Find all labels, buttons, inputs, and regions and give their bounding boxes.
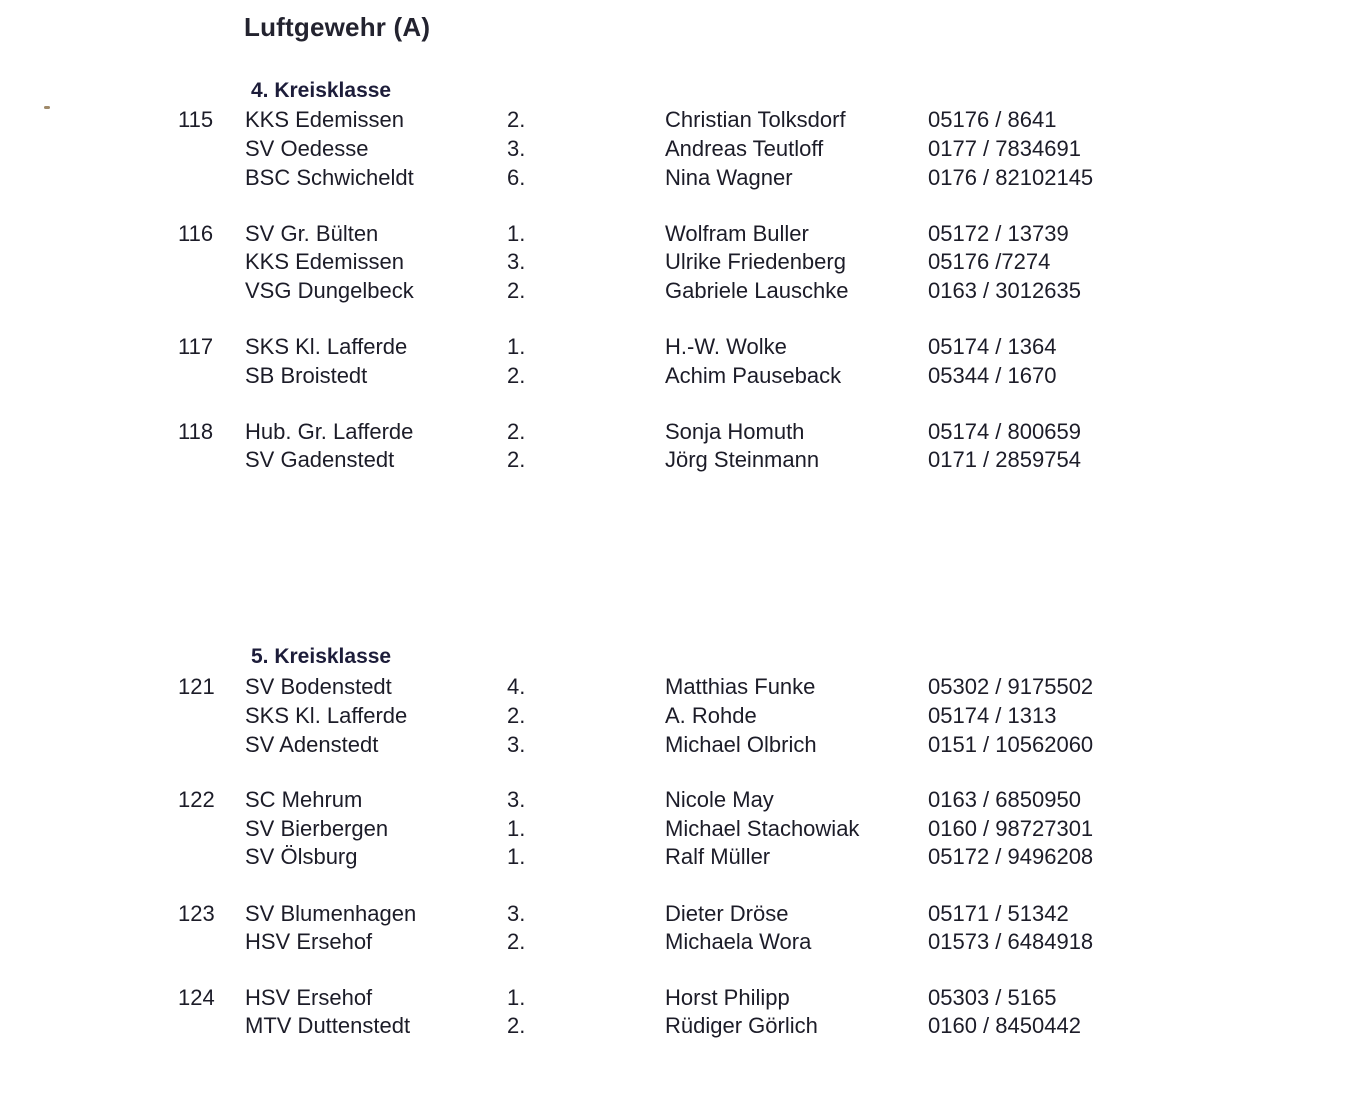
phone-number: 0160 / 8450442	[928, 1013, 1081, 1038]
club-name: SKS Kl. Lafferde	[245, 334, 408, 359]
rank: 4.	[507, 674, 526, 699]
contact-name: Ralf Müller	[665, 844, 771, 869]
rank: 3.	[507, 732, 526, 757]
table-row	[0, 134, 1354, 163]
group-number: 123	[178, 901, 215, 926]
contact-name: Michael Olbrich	[665, 732, 817, 757]
table-row	[0, 105, 1354, 134]
table-row	[0, 842, 1354, 871]
phone-number: 05172 / 13739	[928, 221, 1069, 246]
contact-name: Wolfram Buller	[665, 221, 809, 246]
page-title: Luftgewehr (A)	[244, 12, 431, 42]
rank: 1.	[507, 985, 526, 1010]
club-name: KKS Edemissen	[245, 107, 404, 132]
rank: 3.	[507, 136, 526, 161]
group-number: 124	[178, 985, 215, 1010]
rank: 3.	[507, 787, 526, 812]
rank: 1.	[507, 334, 526, 359]
club-name: BSC Schwicheldt	[245, 165, 414, 190]
phone-number: 05172 / 9496208	[928, 844, 1094, 869]
contact-name: Nina Wagner	[665, 165, 793, 190]
contact-name: Christian Tolksdorf	[665, 107, 846, 132]
rank: 3.	[507, 901, 526, 926]
club-name: SV Bierbergen	[245, 816, 389, 841]
phone-number: 05344 / 1670	[928, 363, 1057, 388]
contact-name: Ulrike Friedenberg	[665, 249, 846, 274]
club-name: VSG Dungelbeck	[245, 278, 414, 303]
rank: 2.	[507, 278, 526, 303]
table-row	[0, 701, 1354, 730]
club-name: SV Blumenhagen	[245, 901, 417, 926]
rank: 1.	[507, 844, 526, 869]
table-row	[0, 983, 1354, 1012]
club-name: SB Broistedt	[245, 363, 368, 388]
table-row	[0, 276, 1354, 305]
phone-number: 0163 / 6850950	[928, 787, 1081, 812]
phone-number: 05174 / 1313	[928, 703, 1057, 728]
contact-name: Jörg Steinmann	[665, 447, 820, 472]
club-name: SV Bodenstedt	[245, 674, 392, 699]
table-row	[0, 899, 1354, 928]
table-row	[0, 417, 1354, 446]
rank: 2.	[507, 1013, 526, 1038]
group-number: 115	[178, 107, 214, 132]
contact-name: Rüdiger Görlich	[665, 1013, 818, 1038]
contact-name: Nicole May	[665, 787, 774, 812]
phone-number: 0163 / 3012635	[928, 278, 1081, 303]
club-name: SV Gr. Bülten	[245, 221, 379, 246]
phone-number: 0171 / 2859754	[928, 447, 1081, 472]
phone-number: 05174 / 800659	[928, 419, 1081, 444]
rank: 3.	[507, 249, 526, 274]
contact-name: Sonja Homuth	[665, 419, 805, 444]
table-row	[0, 672, 1354, 701]
phone-number: 05171 / 51342	[928, 901, 1069, 926]
phone-number: 05176 / 8641	[928, 107, 1057, 132]
group-number: 122	[178, 787, 215, 812]
rank: 2.	[507, 929, 526, 954]
section-heading-5-kreisklasse: 5. Kreisklasse	[251, 645, 392, 668]
rank: 2.	[507, 419, 526, 444]
table-row	[0, 247, 1354, 276]
rank: 2.	[507, 363, 526, 388]
group-number: 121	[178, 674, 215, 699]
group-number: 118	[178, 419, 214, 444]
club-name: Hub. Gr. Lafferde	[245, 419, 414, 444]
club-name: SV Oedesse	[245, 136, 369, 161]
club-name: SKS Kl. Lafferde	[245, 703, 408, 728]
contact-name: Michaela Wora	[665, 929, 812, 954]
table-row	[0, 361, 1354, 390]
phone-number: 0176 / 82102145	[928, 165, 1094, 190]
club-name: SC Mehrum	[245, 787, 363, 812]
table-row	[0, 1011, 1354, 1040]
table-row	[0, 785, 1354, 814]
rank: 2.	[507, 703, 526, 728]
table-row	[0, 332, 1354, 361]
contact-name: Matthias Funke	[665, 674, 816, 699]
table-row	[0, 730, 1354, 759]
phone-number: 01573 / 6484918	[928, 929, 1094, 954]
phone-number: 05174 / 1364	[928, 334, 1057, 359]
club-name: SV Ölsburg	[245, 844, 358, 869]
phone-number: 05303 / 5165	[928, 985, 1057, 1010]
rank: 1.	[507, 221, 526, 246]
contact-name: Michael Stachowiak	[665, 816, 860, 841]
contact-name: Gabriele Lauschke	[665, 278, 849, 303]
rank: 2.	[507, 107, 526, 132]
table-row	[0, 814, 1354, 843]
club-name: KKS Edemissen	[245, 249, 404, 274]
club-name: HSV Ersehof	[245, 929, 373, 954]
table-row	[0, 927, 1354, 956]
contact-name: Dieter Dröse	[665, 901, 789, 926]
table-row	[0, 445, 1354, 474]
phone-number: 05302 / 9175502	[928, 674, 1094, 699]
group-number: 116	[178, 221, 214, 246]
contact-name: Andreas Teutloff	[665, 136, 824, 161]
club-name: HSV Ersehof	[245, 985, 373, 1010]
rank: 6.	[507, 165, 526, 190]
phone-number: 0151 / 10562060	[928, 732, 1094, 757]
contact-name: A. Rohde	[665, 703, 757, 728]
rank: 1.	[507, 816, 526, 841]
section-heading-4-kreisklasse: 4. Kreisklasse	[251, 79, 392, 102]
contact-name: Achim Pauseback	[665, 363, 842, 388]
phone-number: 0177 / 7834691	[928, 136, 1081, 161]
club-name: MTV Duttenstedt	[245, 1013, 411, 1038]
table-row	[0, 219, 1354, 248]
group-number: 117	[178, 334, 214, 359]
club-name: SV Adenstedt	[245, 732, 379, 757]
table-row	[0, 163, 1354, 192]
rank: 2.	[507, 447, 526, 472]
club-name: SV Gadenstedt	[245, 447, 395, 472]
phone-number: 05176 /7274	[928, 249, 1051, 274]
contact-name: Horst Philipp	[665, 985, 790, 1010]
contact-name: H.-W. Wolke	[665, 334, 787, 359]
phone-number: 0160 / 98727301	[928, 816, 1094, 841]
